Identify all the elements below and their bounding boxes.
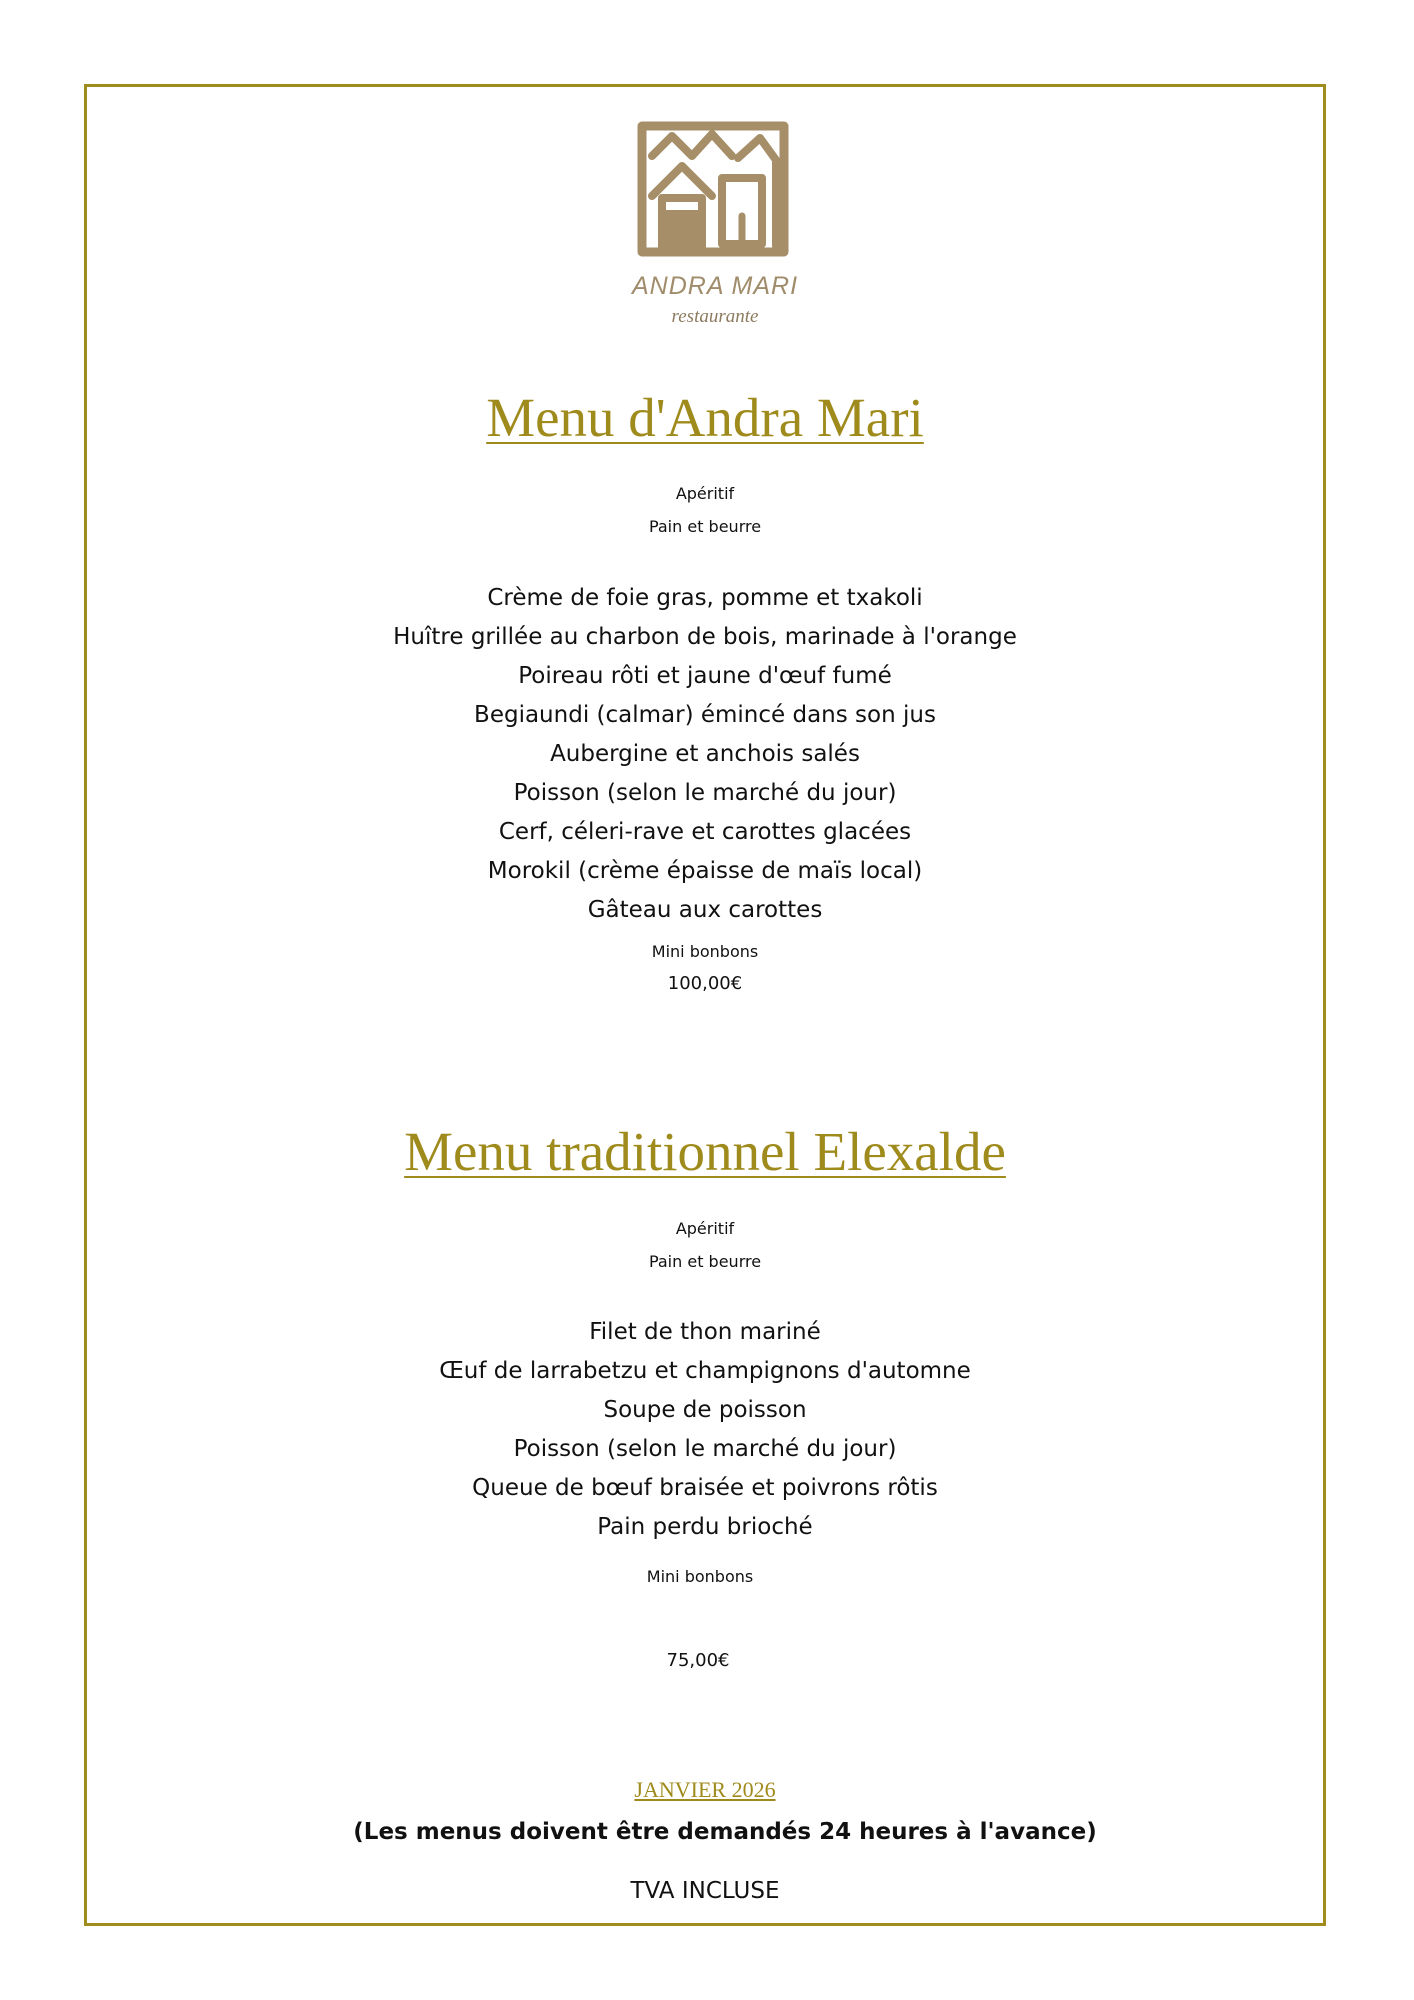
menu1-dish: Aubergine et anchois salés (550, 741, 860, 767)
menu1-dish: Huître grillée au charbon de bois, marinade à l'orange (393, 624, 1017, 650)
tax-included: TVA INCLUSE (630, 1878, 780, 1904)
menu1-dish: Cerf, céleri-rave et carottes glacées (498, 819, 912, 845)
menu2-title: Menu traditionnel Elexalde (404, 1121, 1006, 1182)
menu1-sweets: Mini bonbons (651, 942, 759, 961)
menu2-dish: Queue de bœuf braisée et poivrons rôtis (472, 1475, 938, 1501)
menu1-aperitif: Apéritif (675, 484, 735, 503)
menu2-dish-list (84, 1313, 1326, 1547)
menu2-dish: Filet de thon mariné (589, 1319, 821, 1345)
menu2-dish: Pain perdu brioché (597, 1514, 813, 1540)
menu2-dish: Œuf de larrabetzu et champignons d'automne (439, 1358, 971, 1384)
menu1-dish: Crème de foie gras, pomme et txakoli (487, 585, 923, 611)
menu2-dish: Soupe de poisson (603, 1397, 807, 1423)
menu2-aperitif: Apéritif (675, 1219, 735, 1238)
menu1-dish: Gâteau aux carottes (587, 897, 823, 923)
logo-brand: ANDRA MARI (631, 272, 799, 300)
menu1-dish: Morokil (crème épaisse de maïs local) (487, 858, 923, 884)
menu1-dish: Poireau rôti et jaune d'œuf fumé (518, 663, 892, 689)
advance-notice: (Les menus doivent être demandés 24 heures à l'avance) (353, 1819, 1097, 1845)
restaurant-logo (600, 118, 830, 348)
menu1-bread: Pain et beurre (648, 517, 762, 536)
menu1-title: Menu d'Andra Mari (486, 387, 924, 448)
menu1-dish: Poisson (selon le marché du jour) (513, 780, 897, 806)
menu2-bread: Pain et beurre (648, 1252, 762, 1271)
menu2-dish: Poisson (selon le marché du jour) (513, 1436, 897, 1462)
logo-subtitle: restaurante (671, 306, 759, 327)
menu-date: JANVIER 2026 (634, 1777, 776, 1802)
menu1-price: 100,00€ (667, 973, 743, 994)
menu1-dish-list (84, 579, 1326, 930)
menu2-price: 75,00€ (666, 1650, 730, 1671)
menu2-sweets: Mini bonbons (646, 1567, 754, 1586)
menu1-dish: Begiaundi (calmar) émincé dans son jus (474, 702, 936, 728)
